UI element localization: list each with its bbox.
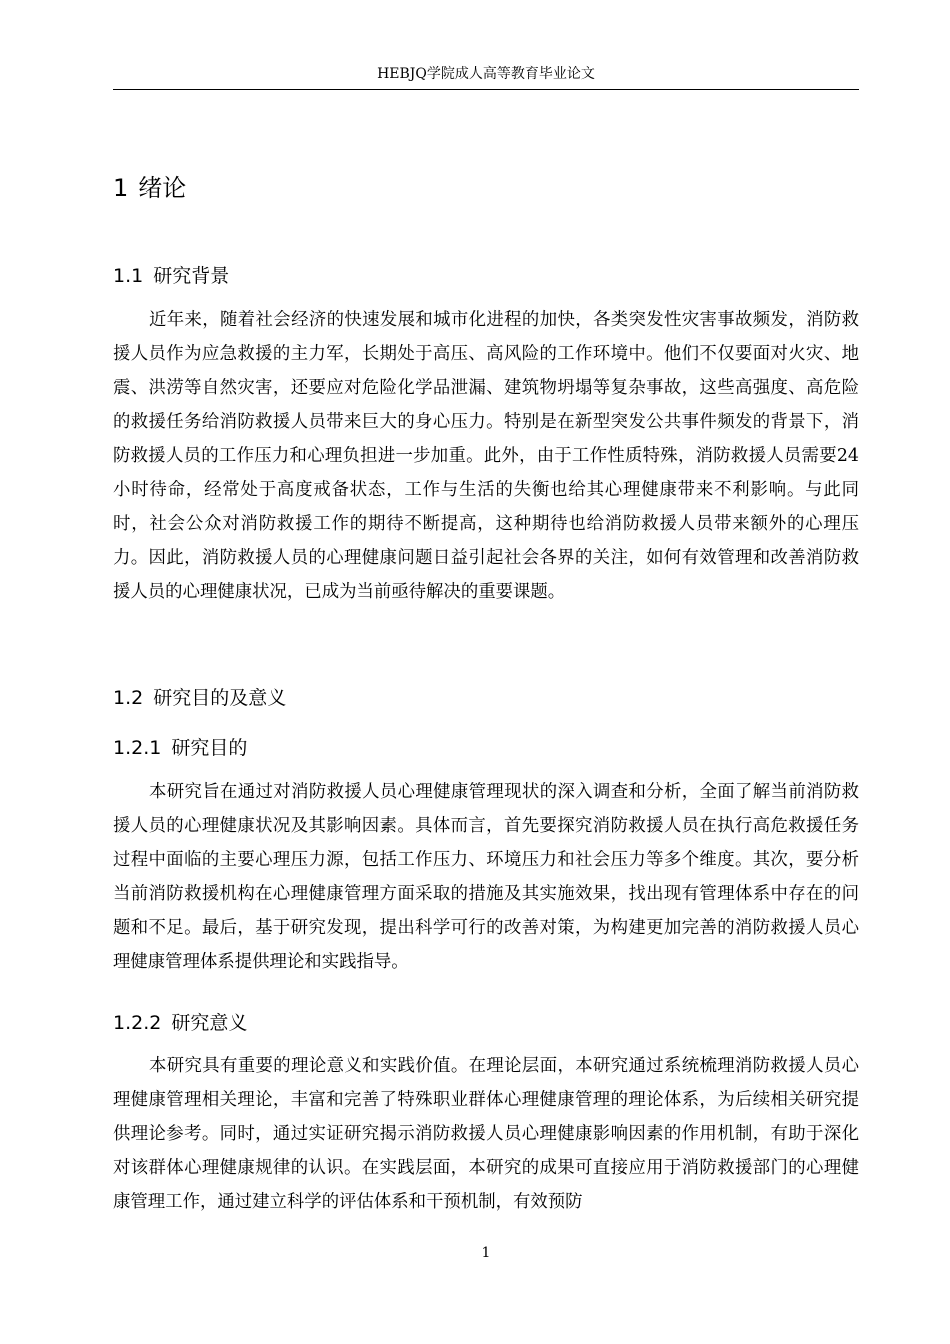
paragraph-significance: 本研究具有重要的理论意义和实践价值。在理论层面，本研究通过系统梳理消防救援人员心理健康管理相关理论，丰富和完善了特殊职业群体心理健康管理的理论体系，为后续相关研究提供理论参考。同时，通过实证研究揭示消防救援人员心理健康影响因素的作用机制，有助于深化对该群体心理健康规律的认识。在实践层面，本研究的成果可直接应用于消防救援部门的心理健康管理工作，通过建立科学的评估体系和干预机制，有效预防 (113, 1056, 859, 1212)
chapter-number: 1 (113, 174, 129, 202)
page-number: 1 (481, 1245, 491, 1261)
subsection-title: 研究意义 (171, 1012, 248, 1034)
section-heading-purpose-significance (113, 683, 286, 713)
section-heading-background (113, 261, 229, 291)
subsection-heading-significance (113, 1008, 247, 1038)
page-header: HEBJQ学院成人高等教育毕业论文 (377, 66, 595, 82)
section-title: 研究背景 (153, 265, 230, 287)
subsection-number: 1.2.1 (113, 737, 162, 759)
chapter-title-text: 绪论 (138, 174, 187, 202)
section-number: 1.1 (113, 265, 144, 287)
section-number: 1.2 (113, 687, 144, 709)
section-title: 研究目的及意义 (153, 687, 287, 709)
chapter-title (113, 170, 186, 206)
paragraph-background: 近年来，随着社会经济的快速发展和城市化进程的加快，各类突发性灾害事故频发，消防救援人员作为应急救援的主力军，长期处于高压、高风险的工作环境中。他们不仅要面对火灾、地震、洪涝等自然灾害，还要应对危险化学品泄漏、建筑物坍塌等复杂事故，这些高强度、高危险的救援任务给消防救援人员带来巨大的身心压力。特别是在新型突发公共事件频发的背景下，消防救援人员的工作压力和心理负担进一步加重。此外，由于工作性质特殊，消防救援人员需要24小时待命，经常处于高度戒备状态，工作与生活的失衡也给其心理健康带来不利影响。与此同时，社会公众对消防救援工作的期待不断提高，这种期待也给消防救援人员带来额外的心理压力。因此，消防救援人员的心理健康问题日益引起社会各界的关注，如何有效管理和改善消防救援人员的心理健康状况，已成为当前亟待解决的重要课题。 (113, 310, 859, 602)
subsection-number: 1.2.2 (113, 1012, 162, 1034)
paragraph-purpose: 本研究旨在通过对消防救援人员心理健康管理现状的深入调查和分析，全面了解当前消防救援人员的心理健康状况及其影响因素。具体而言，首先要探究消防救援人员在执行高危救援任务过程中面临的主要心理压力源，包括工作压力、环境压力和社会压力等多个维度。其次，要分析当前消防救援机构在心理健康管理方面采取的措施及其实施效果，找出现有管理体系中存在的问题和不足。最后，基于研究发现，提出科学可行的改善对策，为构建更加完善的消防救援人员心理健康管理体系提供理论和实践指导。 (113, 782, 859, 972)
header-divider (113, 89, 859, 90)
subsection-heading-purpose (113, 733, 247, 763)
subsection-title: 研究目的 (171, 737, 248, 759)
